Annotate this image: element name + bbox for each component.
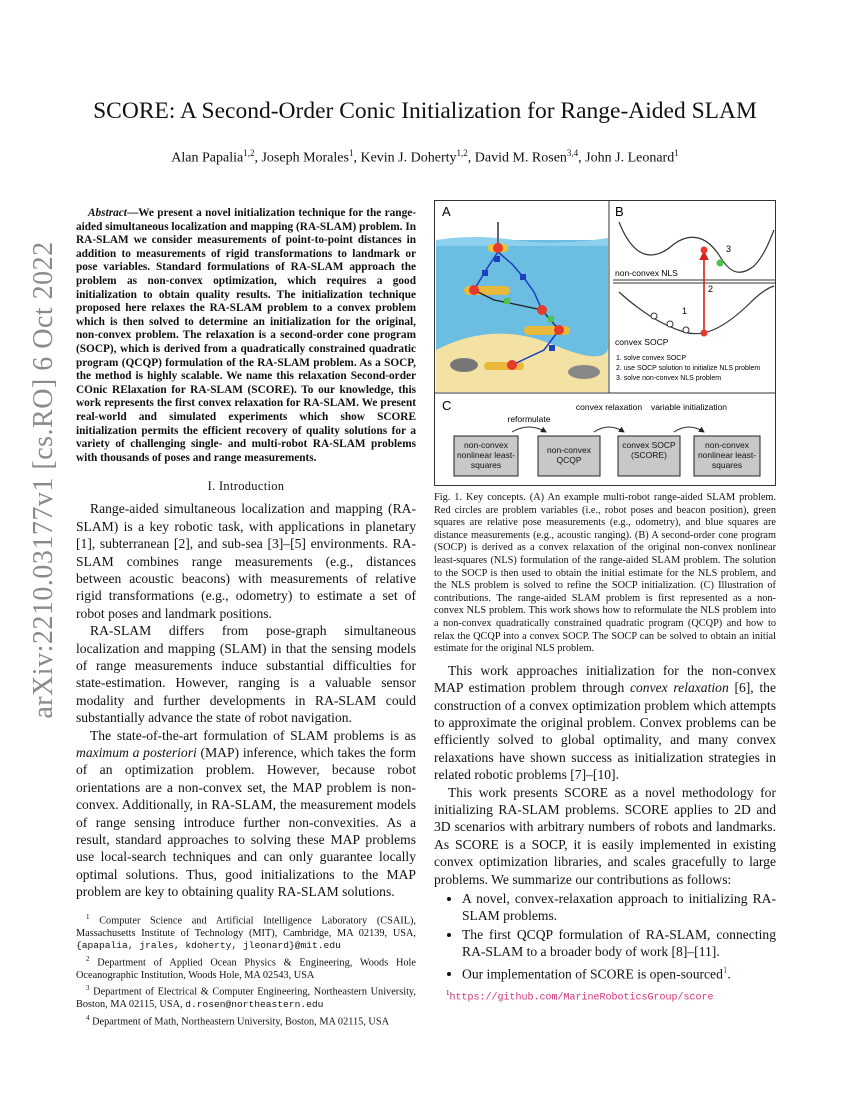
step-3-label: 3 — [726, 244, 732, 254]
odometry-measurement — [504, 298, 510, 304]
box-nls-label-wrap — [454, 436, 518, 476]
variable-node — [537, 305, 547, 315]
variable-node — [469, 285, 479, 295]
footnote-number: 1 — [446, 988, 450, 997]
box-nls-label: non-convex nonlinear least-squares — [456, 440, 516, 470]
range-measurement — [549, 345, 555, 351]
arrow-label-variable-initialization: variable initialization — [650, 402, 728, 412]
author-affiliation: 1,2 — [243, 148, 255, 158]
figure-1 — [434, 200, 776, 486]
text-run: This work approaches initialization for the non-convex MAP estimation problem through — [434, 662, 776, 696]
arrow-label-convex-relaxation: convex relaxation — [575, 402, 643, 412]
nonconvex-label: non-convex NLS — [615, 268, 678, 278]
author-name: John J. Leonard — [585, 150, 675, 166]
emphasis: maximum a posteriori — [76, 744, 197, 760]
step-1-label: 1 — [682, 306, 688, 316]
section-heading: I. Introduction — [207, 479, 285, 494]
box-nls-final-label: non-convex nonlinear least-squares — [697, 440, 757, 470]
url-footnote — [434, 989, 776, 1003]
affiliation-footnotes — [76, 911, 416, 1029]
emphasis: convex relaxation — [629, 680, 729, 696]
footnote-4: $^4$ Department of Math, Northeastern University, Boston, MA 02115, USA — [86, 1014, 390, 1028]
contribution-item: • A novel, convex-relaxation approach to initializing RA-SLAM problems. — [462, 890, 776, 925]
author-name: Alan Papalia — [171, 150, 244, 166]
arrow-label-reformulate: reformulate — [507, 414, 551, 424]
legend-step-3: 3. solve non-convex NLS problem — [616, 375, 722, 382]
author-name: Kevin J. Doherty — [360, 150, 457, 166]
rock — [450, 358, 478, 372]
convex-label: convex SOCP — [615, 337, 669, 347]
text-run: The state-of-the-art formulation of SLAM problems is as — [90, 727, 416, 743]
author-name: Joseph Morales — [261, 150, 349, 166]
paper-title: SCORE: A Second-Order Conic Initialization for Range-Aided SLAM — [93, 98, 757, 124]
variable-node — [554, 325, 564, 335]
box-socp-label-wrap — [618, 436, 680, 476]
footnote-2: $^2$ Department of Applied Ocean Physics & Engineering, Woods Hole Oceanographic Institution, Woods Hole, MA 02543, USA — [76, 954, 416, 981]
range-measurement — [520, 274, 526, 280]
github-link[interactable]: https://github.com/MarineRoboticsGroup/score — [449, 991, 714, 1003]
intro-paragraph-1: Range-aided simultaneous localization and mapping (RA-SLAM) is a key robotic task, with applications in planetary [1], subterranean [2], and sub-sea [3]–[5] environments. RA-SLAM combines range measurements (e.g., distances between acoustic beacons) with measurements of relative rigid transformations (e.g., odometry) to estimate a set of robot poses and landmark positions. — [76, 501, 416, 621]
abstract-text: We present a novel initialization technique for the range-aided simultaneous localization and mapping (RA-SLAM) problem. In RA-SLAM we consider measurements of point-to-point distances in addition to measurements of rigid transformations to landmark or pose variables. Standard formulations of RA-SLAM approach the problem as non-convex optimization, which requires a good initialization to obtain quality results. The initialization technique proposed here relaxes the RA-SLAM problem to a convex problem which is then solved to determine an initialization for the original, non-convex problem. The relaxation is a second-order cone program (SOCP), which is derived from a quadratically constrained quadratic program (QCQP) formulation of the RA-SLAM problem. As a SOCP, the method is highly scalable. We name this relaxation Second-order COnic RElaxation for RA-SLAM (SCORE). To our knowledge, this work represents the first convex relaxation for RA-SLAM. We present real-world and simulated experiments which show SCORE initialization permits the efficient recovery of quality solutions for a variety of challenging single- and multi-robot RA-SLAM problems with thousands of poses and range measurements. — [76, 207, 416, 464]
panel-a-label: A — [442, 204, 451, 219]
right-column — [434, 200, 776, 1003]
socp-iterate — [683, 327, 689, 333]
footnote-text: Department of Math, Northeastern University, Boston, MA 02115, USA — [92, 1016, 390, 1028]
legend-step-2: 2. use SOCP solution to initialize NLS problem — [616, 365, 761, 372]
figure-caption: Fig. 1. Key concepts. (A) An example multi-robot range-aided SLAM problem. Red circles are problem variables (i.e., robot poses and beacon position), green squares are relative pose measurements (e.g., odometry), and blue squares are distance measurements (e.g., acoustic ranging). (B) A second-order cone program (SOCP) is derived as a convex relaxation of the original non-convex nonlinear least-squares (NLS) formulation of the range-aided SLAM problem. The solution to the SOCP is then used to obtain the initial estimate for the NLS problem, and the NLS problem is solved to refine the SOCP initialization. (C) Illustration of contributions. The range-aided SLAM problem is first represented as a non-convex NLS problem. This work shows how to reformulate the NLS problem into a non-convex quadratically constrained quadratic program (QCQP) and how to relax the QCQP into a convex SOCP. The SOCP can be solved to obtain an initial estimate for the original NLS problem. — [434, 492, 776, 655]
box-qcqp-label: non-convex QCQP — [547, 445, 591, 465]
left-column — [76, 207, 416, 1029]
author-list: Alan Papalia$^{1,2}$, Joseph Morales$^1$, Kevin J. Doherty$^{1,2}$, David M. Rosen$^{3,4}$, John J. Leonard$^1$ — [171, 148, 679, 166]
range-measurement — [494, 256, 500, 262]
contributions-list — [434, 890, 776, 983]
email-address[interactable]: d.rosen@northeastern.edu — [185, 999, 324, 1011]
arxiv-id: arXiv:2210.03177v1 [cs.RO] 6 Oct 2022 — [28, 241, 59, 719]
footnote-ref[interactable]: 1 — [722, 964, 728, 975]
nls-initial-point — [701, 247, 708, 254]
intro-paragraph-3 — [76, 727, 416, 901]
odometry-measurement — [548, 316, 554, 322]
variable-node — [507, 360, 517, 370]
socp-iterate — [651, 313, 657, 319]
text-run: [6], the construction of a convex optimization problem which attempts to approximate the original problem. Convex problems can be efficiently solved to global optimality, and many convex relaxations have shown success as initialization strategies in related robotic problems [7]–[10]. — [434, 680, 776, 783]
step-2-label: 2 — [708, 284, 714, 294]
arxiv-sidebar-stamp — [14, 241, 74, 719]
socp-iterate — [667, 321, 673, 327]
footnote-1: $^1$ Computer Science and Artificial Intelligence Laboratory (CSAIL), Massachusetts Institute of Technology (MIT), Cambridge, MA 02139, USA, {apapalia, jrales, kdoherty, jleonard}@mit.edu — [76, 912, 416, 952]
text-run: (MAP) inference, which takes the form of an optimization problem. However, because robot orientations are a non-convex set, the MAP problem is non-convex. Additionally, in RA-SLAM, the measurement models of range sensing introduce further non-convexities. As a result, standard approaches to solving these MAP problems use local-search techniques and can only guarantee locally optimal solutions. Thus, good initializations to the MAP problem are key to obtaining quality RA-SLAM solutions. — [76, 744, 416, 900]
text-run: Our implementation of SCORE is open-sourced — [462, 966, 723, 982]
author-affiliation: 3,4 — [566, 148, 579, 158]
author-affiliation: 1 — [348, 148, 354, 158]
panel-c-label: C — [442, 398, 452, 413]
email-address[interactable]: {apapalia, jrales, kdoherty, jleonard}@mit.edu — [76, 940, 341, 952]
abstract: Abstract—We present a novel initialization technique for the range-aided simultaneous localization and mapping (RA-SLAM) problem. In RA-SLAM we consider measurements of point-to-point distances in addition to measurements of rigid transformations to landmark or pose variables. Standard formulations of RA-SLAM approach the problem as non-convex optimization, which requires a good initialization to obtain quality results. The initialization technique proposed here relaxes the RA-SLAM problem to a convex problem which is then solved to determine an initialization for the original, non-convex problem. The relaxation is a second-order cone program (SOCP), which is derived from a quadratically constrained quadratic program (QCQP) formulation of the RA-SLAM problem. As a SOCP, the method is highly scalable. We name this relaxation Second-order COnic RElaxation for RA-SLAM (SCORE). To our knowledge, this work represents the first convex relaxation for RA-SLAM. We present real-world and simulated experiments which show SCORE initialization permits the efficient recovery of quality solutions for a variety of challenging single- and multi-robot RA-SLAM problems with thousands of poses and range measurements. — [76, 207, 416, 464]
footnote-3: $^3$ Department of Electrical & Computer Engineering, Northeastern University, Boston, MA 02115, USA, d.rosen@northeastern.edu — [76, 984, 416, 1011]
author-affiliation: 1,2 — [456, 148, 468, 158]
legend-step-1: 1. solve convex SOCP — [616, 355, 687, 362]
author-affiliation: 1 — [674, 148, 679, 158]
auv — [484, 362, 524, 370]
variable-node — [493, 243, 503, 253]
intro-paragraph-2: RA-SLAM differs from pose-graph simultaneous localization and mapping (SLAM) in that the sensing models of range measurements induce substantial difficulties for state-estimation. However, ranging is a valuable sensor modality and further developments in RA-SLAM could substantially advance the state of robot navigation. — [76, 623, 416, 726]
right-paragraph-2: This work presents SCORE as a novel methodology for initializing RA-SLAM problems. SCORE applies to 2D and 3D scenarios with arbitrary numbers of robots and landmarks. As SCORE is a SOCP, it is easily implemented in existing convex optimization libraries, and scales gracefully to large problems. We summarize our contributions as follows: — [434, 784, 776, 887]
range-measurement — [482, 270, 488, 276]
contribution-item: • The first QCQP formulation of RA-SLAM, connecting RA-SLAM to a broader body of work [8]–[11]. — [462, 926, 776, 961]
footnote-text: Department of Electrical & Computer Engineering, Northeastern University, Boston, MA 02115, USA, — [76, 986, 416, 1011]
contribution-item: • Our implementation of SCORE is open-sourced$^1$. — [462, 962, 776, 983]
right-paragraph-1 — [434, 662, 776, 784]
socp-solution-point — [701, 330, 708, 337]
key-concepts-figure — [434, 200, 776, 486]
abstract-label: Abstract — [88, 207, 127, 219]
rock — [568, 365, 600, 379]
box-qcqp-label-wrap — [538, 436, 600, 476]
box-nls-final-label-wrap — [694, 436, 760, 476]
author-name: David M. Rosen — [474, 150, 567, 166]
footnote-text: Department of Applied Ocean Physics & Engineering, Woods Hole Oceanographic Institution, Woods Hole, MA 02543, USA — [76, 957, 416, 981]
panel-b-label: B — [615, 204, 624, 219]
box-socp-label: convex SOCP (SCORE) — [622, 440, 676, 460]
nls-solution-point — [717, 260, 724, 267]
footnote-text: Computer Science and Artificial Intelligence Laboratory (CSAIL), Massachusetts Institute of Technology (MIT), Cambridge, MA 02139, USA, — [76, 915, 416, 939]
